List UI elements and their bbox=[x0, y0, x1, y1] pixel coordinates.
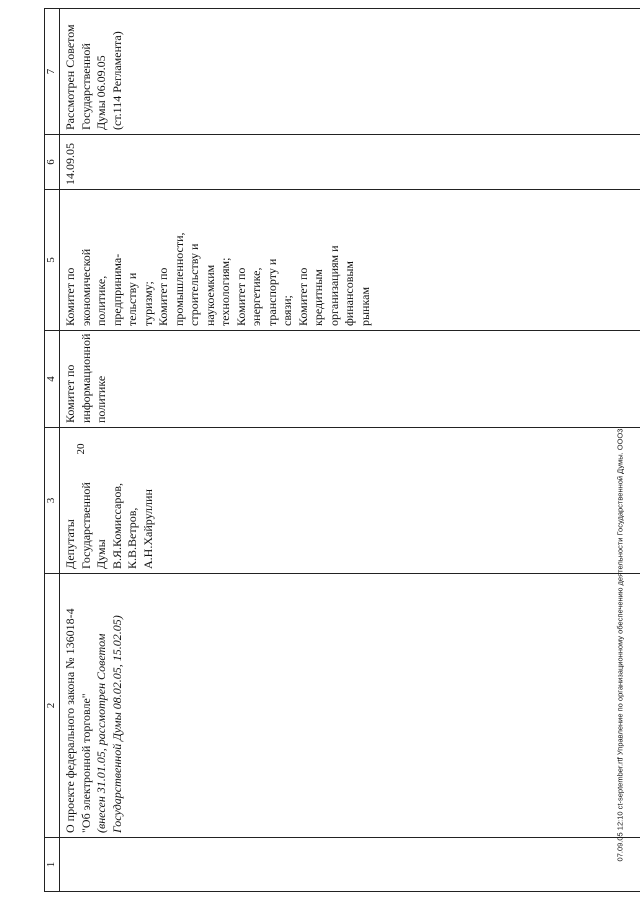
table-header-row bbox=[45, 9, 60, 892]
co-committee-line: Комитет по bbox=[233, 267, 248, 326]
authors-line: В.Я.Комиссаров, bbox=[109, 483, 124, 569]
authors-line: Думы bbox=[94, 539, 108, 569]
page-number: 20 bbox=[75, 443, 87, 455]
footer-note: 07.09.05 12:10 ct-september.rtf Управление по организационному обеспечению деятельности Государственной Думы. ООО3 bbox=[615, 428, 625, 862]
co-committee-line: промышленности, bbox=[171, 232, 186, 326]
cell-date: 14.09.05 bbox=[60, 135, 640, 190]
cell-bill-title bbox=[60, 574, 640, 838]
co-committee-line: политике, bbox=[94, 275, 108, 326]
header-col-6: 6 bbox=[45, 135, 60, 190]
co-committee-line: транспорту и bbox=[264, 258, 279, 326]
cell-number bbox=[60, 838, 640, 892]
authors-line: К.В.Ветров, bbox=[125, 507, 139, 569]
co-committee-line: тельству и bbox=[125, 272, 139, 326]
header-col-4: 4 bbox=[45, 331, 60, 428]
bill-title-line: О проекте федерального закона № 136018-4 bbox=[63, 608, 77, 833]
header-col-5: 5 bbox=[45, 190, 60, 331]
co-committee-line: финансовым bbox=[342, 260, 356, 326]
co-committee-line: связи; bbox=[280, 295, 294, 326]
co-committee-line: Комитет по bbox=[156, 267, 170, 326]
table-row bbox=[60, 9, 640, 892]
cell-co-committees bbox=[60, 190, 640, 331]
bill-title-line: "Об электронной торговле" bbox=[78, 693, 93, 833]
authors-line: А.Н.Хайруллин bbox=[140, 489, 155, 569]
status-line: (ст.114 Регламента) bbox=[109, 31, 124, 130]
cell-authors bbox=[60, 428, 640, 574]
document-table bbox=[44, 8, 640, 892]
co-committee-line: строительству и bbox=[187, 243, 201, 326]
bill-note-line: (внесен 31.01.05, рассмотрен Советом bbox=[94, 633, 108, 833]
co-committee-line: предпринима- bbox=[109, 253, 124, 326]
header-col-7: 7 bbox=[45, 9, 60, 135]
status-line: Государственной bbox=[78, 43, 93, 130]
co-committee-line: наукоемким bbox=[202, 264, 217, 326]
co-committee-line: туризму; bbox=[140, 281, 155, 326]
committee-line: Комитет по bbox=[63, 364, 77, 423]
status-line: Рассмотрен Советом bbox=[63, 24, 77, 130]
co-committee-line: энергетике, bbox=[249, 267, 263, 326]
co-committee-line: рынкам bbox=[357, 286, 372, 326]
cell-status bbox=[60, 9, 640, 135]
co-committee-line: кредитным bbox=[311, 269, 325, 326]
status-line: Думы 06.09.05 bbox=[94, 55, 108, 130]
header-col-2: 2 bbox=[45, 574, 60, 838]
committee-line: политике bbox=[94, 375, 108, 423]
committee-line: информационной bbox=[78, 333, 93, 423]
header-col-3: 3 bbox=[45, 428, 60, 574]
authors-line: Государственной bbox=[78, 482, 93, 569]
authors-line: Депутаты bbox=[63, 519, 77, 569]
co-committee-line: Комитет по bbox=[295, 267, 310, 326]
header-col-1: 1 bbox=[45, 838, 60, 892]
cell-responsible-committee bbox=[60, 331, 640, 428]
co-committee-line: Комитет по bbox=[63, 267, 77, 326]
document-table-wrapper bbox=[44, 24, 640, 892]
co-committee-line: организациям и bbox=[326, 245, 341, 326]
co-committee-line: экономической bbox=[78, 248, 93, 326]
co-committee-line: технологиям; bbox=[218, 257, 232, 326]
bill-note-line: Государственной Думы 08.02.05, 15.02.05) bbox=[109, 615, 124, 833]
